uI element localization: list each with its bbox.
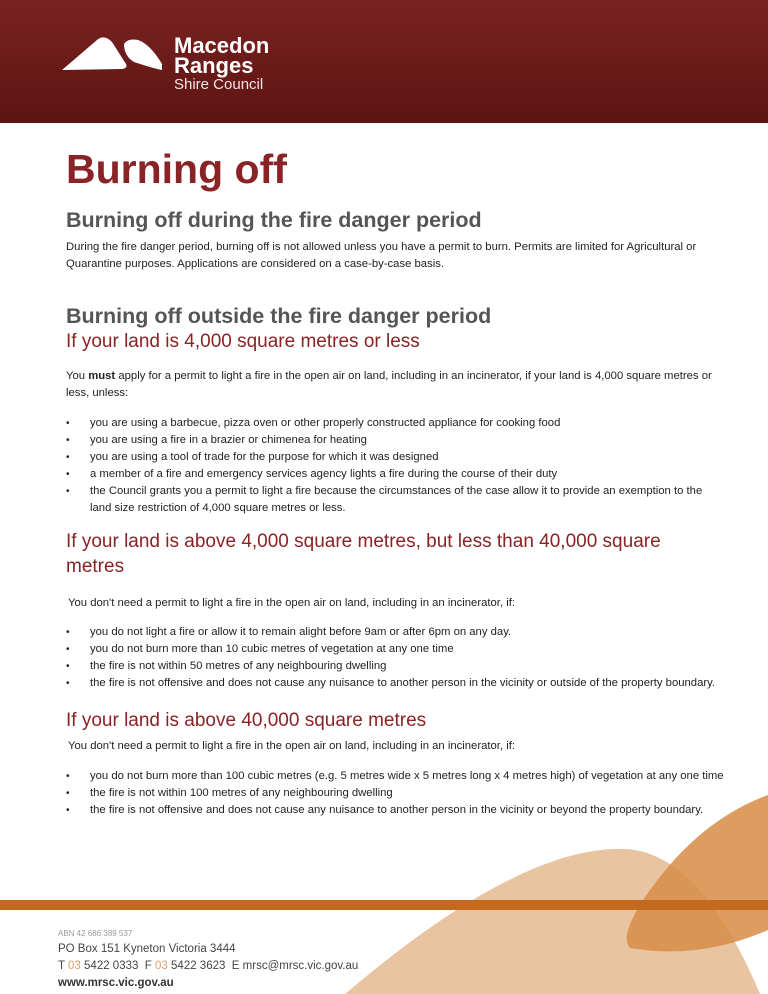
list-item: • the fire is not offensive and does not cause any nuisance to another person in the vicinity or outside of the property boundary. <box>66 675 726 692</box>
fax-area: 03 <box>155 960 168 972</box>
email-label: E <box>231 960 240 972</box>
contact-line <box>58 960 358 972</box>
email-link[interactable]: mrsc@mrsc.vic.gov.au <box>242 960 359 972</box>
phone-label: T <box>58 960 65 972</box>
section-heading: Burning off during the fire danger period <box>66 208 482 232</box>
list-item: • the Council grants you a permit to light a fire because the circumstances of the case allow it to provide an exemption to the land size restriction of 4,000 square metres or less. <box>66 483 726 517</box>
logo-line-1: Macedon <box>174 33 270 58</box>
paragraph: You don't need a permit to light a fire in the open air on land, including in an incinerator, if: <box>68 597 516 609</box>
website-link[interactable]: www.mrsc.vic.gov.au <box>58 977 174 989</box>
subheading: If your land is 4,000 square metres or less <box>66 331 420 352</box>
list-item: • you are using a barbecue, pizza oven or other properly constructed appliance for cooking food <box>66 415 726 432</box>
list-item: • you do not burn more than 10 cubic metres of vegetation at any one time <box>66 641 726 658</box>
subheading: If your land is above 40,000 square metres <box>66 710 427 731</box>
logo-line-2: Ranges <box>174 53 254 78</box>
list-item: • the fire is not offensive and does not cause any nuisance to another person in the vicinity or beyond the property boundary. <box>66 802 726 819</box>
list-item: • you do not light a fire or allow it to remain alight before 9am or after 6pm on any day. <box>66 624 726 641</box>
abn: ABN 42 686 389 537 <box>58 929 133 938</box>
paragraph: You must apply for a permit to light a fire in the open air on land, including in an incinerator, if your land is 4,000 square metres or less, unless: <box>66 370 712 399</box>
orange-divider-bar <box>0 900 768 910</box>
bullet-list <box>66 768 726 819</box>
phone-area: 03 <box>68 960 81 972</box>
list-item: • the fire is not within 100 metres of any neighbouring dwelling <box>66 785 726 802</box>
page-title: Burning off <box>66 146 287 192</box>
list-item: • the fire is not within 50 metres of any neighbouring dwelling <box>66 658 726 675</box>
section-heading: Burning off outside the fire danger period <box>66 304 492 328</box>
paragraph: You don't need a permit to light a fire in the open air on land, including in an incinerator, if: <box>68 740 516 752</box>
list-item: • you are using a tool of trade for the purpose for which it was designed <box>66 449 726 466</box>
logo-line-3: Shire Council <box>174 76 264 93</box>
list-item: • you do not burn more than 100 cubic metres (e.g. 5 metres wide x 5 metres long x 4 metres high) of vegetation at any one time <box>66 768 726 785</box>
phone-number: 5422 0333 <box>84 960 139 972</box>
bullet-list <box>66 624 726 692</box>
list-item: • you are using a fire in a brazier or chimenea for heating <box>66 432 726 449</box>
list-item: • a member of a fire and emergency services agency lights a fire during the course of their duty <box>66 466 726 483</box>
fax-number: 5422 3623 <box>171 960 226 972</box>
bullet-list <box>66 415 726 517</box>
paragraph: During the fire danger period, burning off is not allowed unless you have a permit to burn. Permits are limited for Agricultural or Quarantine purposes. Applications are considered on a case-by-case basis. <box>66 241 697 270</box>
fax-label: F <box>144 960 152 972</box>
subheading: If your land is above 4,000 square metres, but less than 40,000 square metres <box>66 531 661 577</box>
address: PO Box 151 Kyneton Victoria 3444 <box>58 943 236 955</box>
